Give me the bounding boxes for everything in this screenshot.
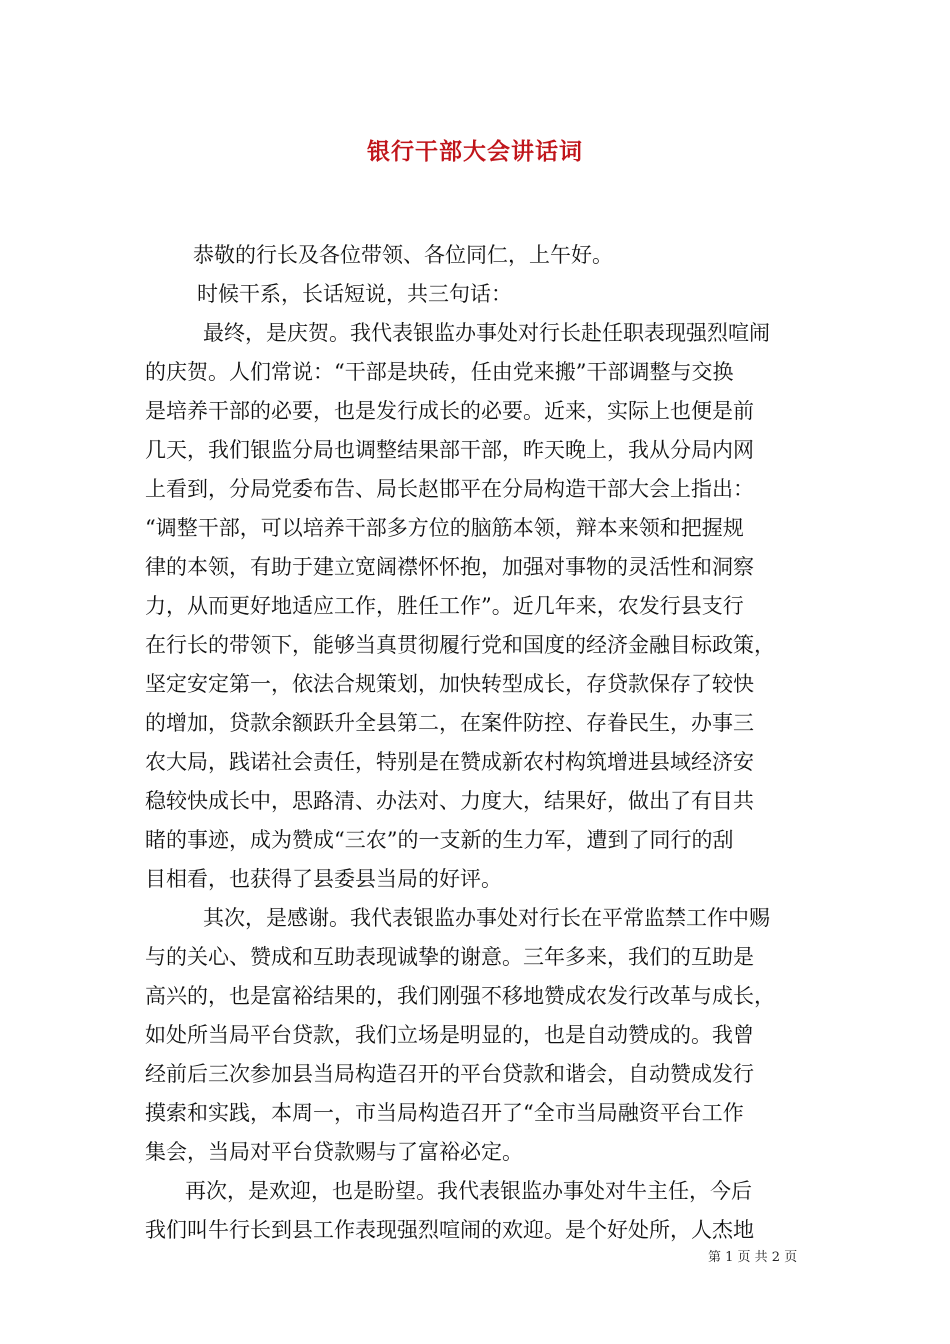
body-line: 的庆贺。人们常说：“干部是块砖，任由党来搬”干部调整与交换: [145, 360, 734, 384]
body-line: 其次，是感谢。我代表银监办事处对行长在平常监禁工作中赐: [203, 906, 770, 930]
document-title: 银行干部大会讲话词: [367, 138, 583, 165]
body-line: 目相看，也获得了县委县当局的好评。: [145, 867, 502, 891]
body-line: 与的关心、赞成和互助表现诚挚的谢意。三年多来，我们的互助是: [145, 945, 754, 969]
body-line: 我们叫牛行长到县工作表现强烈喧闹的欢迎。是个好处所，人杰地: [145, 1218, 754, 1242]
body-line: 律的本领，有助于建立宽阔襟怀怀抱，加强对事物的灵活性和洞察: [145, 555, 754, 579]
body-line: 经前后三次参加县当局构造召开的平台贷款和谐会，自动赞成发行: [145, 1062, 754, 1086]
body-line: 稳较快成长中，思路清、办法对、力度大，结果好，做出了有目共: [145, 789, 754, 813]
body-line: 高兴的，也是富裕结果的，我们刚强不移地赞成农发行改革与成长，: [145, 984, 775, 1008]
body-line: 农大局，践诺社会责任，特别是在赞成新农村构筑增进县域经济安: [145, 750, 754, 774]
body-line: 睹的事迹，成为赞成“三农”的一支新的生力军，遭到了同行的刮: [145, 828, 734, 852]
body-line: 最终，是庆贺。我代表银监办事处对行长赴任职表现强烈喧闹: [203, 321, 770, 345]
body-line: 坚定安定第一，依法合规策划，加快转型成长，存贷款保存了较快: [145, 672, 754, 696]
body-line: 如处所当局平台贷款，我们立场是明显的，也是自动赞成的。我曾: [145, 1023, 754, 1047]
body-line: 的增加，贷款余额跃升全县第二，在案件防控、存眷民生，办事三: [145, 711, 754, 735]
body-line: “调整干部，可以培养干部多方位的脑筋本领，辩本来领和把握规: [145, 516, 744, 540]
body-line: 集会，当局对平台贷款赐与了富裕必定。: [145, 1140, 523, 1164]
body-line: 力，从而更好地适应工作，胜任工作”。近几年来，农发行县支行: [145, 594, 744, 618]
body-line: 恭敬的行长及各位带领、各位同仁，上午好。: [193, 243, 613, 267]
body-line: 是培养干部的必要，也是发行成长的必要。近来，实际上也便是前: [145, 399, 754, 423]
page-number: 第 1 页 共 2 页: [708, 1250, 798, 1265]
body-line: 再次，是欢迎，也是盼望。我代表银监办事处对牛主任，今后: [185, 1179, 752, 1203]
body-line: 上看到，分局党委布告、局长赵邯平在分局构造干部大会上指出：: [145, 477, 754, 501]
body-line: 时候干系，长话短说，共三句话：: [197, 282, 512, 306]
document-body: [145, 236, 822, 1250]
body-line: 在行长的带领下，能够当真贯彻履行党和国度的经济金融目标政策，: [145, 633, 775, 657]
body-line: 摸索和实践，本周一，市当局构造召开了“全市当局融资平台工作: [145, 1101, 744, 1125]
body-line: 几天，我们银监分局也调整结果部干部，昨天晚上，我从分局内网: [145, 438, 754, 462]
